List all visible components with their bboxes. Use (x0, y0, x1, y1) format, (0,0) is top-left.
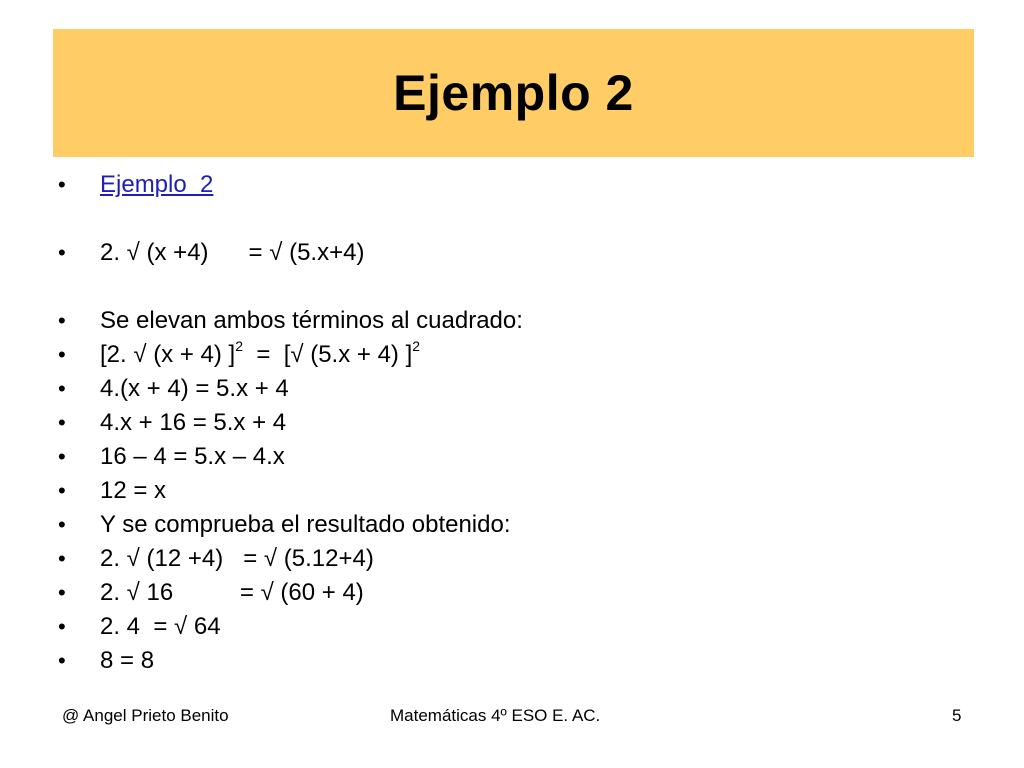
footer-author: @ Angel Prieto Benito (62, 706, 229, 725)
exponent: 2 (235, 338, 244, 354)
equation-right: = [√ (5.x + 4) ] (243, 341, 413, 368)
equation-text: 16 – 4 = 5.x – 4.x (100, 443, 285, 470)
bullet-item (58, 644, 958, 678)
bullet-list (58, 168, 958, 678)
bullet-item[interactable] (58, 168, 958, 202)
bullet-dot: • (58, 478, 66, 503)
equation-text: 2. √ (12 +4) = √ (5.12+4) (100, 545, 374, 572)
title-bar (53, 29, 974, 157)
bullet-item (58, 508, 958, 542)
equation-left: [2. √ (x + 4) ] (100, 341, 236, 368)
bullet-dot: • (58, 648, 66, 673)
bullet-dot: • (58, 444, 66, 469)
bullet-item (58, 338, 958, 372)
bullet-dot: • (58, 410, 66, 435)
bullet-dot: • (58, 308, 66, 333)
equation-text: 2. √ (x +4) = √ (5.x+4) (100, 239, 365, 266)
spacer (58, 202, 958, 236)
equation-text: 12 = x (100, 477, 167, 504)
bullet-item (58, 542, 958, 576)
equation-text: 4.(x + 4) = 5.x + 4 (100, 375, 289, 402)
equation-text: 2. 4 = √ 64 (100, 613, 221, 640)
bullet-dot: • (58, 580, 66, 605)
bullet-item (58, 304, 958, 338)
bullet-dot: • (58, 172, 66, 197)
exponent: 2 (412, 338, 421, 354)
equation-text: 8 = 8 (100, 647, 155, 674)
step-text: Y se comprueba el resultado obtenido: (100, 511, 511, 538)
bullet-item (58, 576, 958, 610)
equation-text: 4.x + 16 = 5.x + 4 (100, 409, 287, 436)
bullet-dot: • (58, 342, 66, 367)
equation-text (100, 338, 420, 372)
bullet-dot: • (58, 614, 66, 639)
footer-course: Matemáticas 4º ESO E. AC. (390, 706, 601, 725)
spacer (58, 270, 958, 304)
example-link[interactable]: Ejemplo 2 (100, 171, 214, 198)
slide-title: Ejemplo 2 (393, 65, 634, 121)
bullet-item (58, 372, 958, 406)
step-text: Se elevan ambos términos al cuadrado: (100, 307, 523, 334)
bullet-dot: • (58, 240, 66, 265)
bullet-item (58, 474, 958, 508)
bullet-item (58, 610, 958, 644)
equation-text: 2. √ 16 = √ (60 + 4) (100, 579, 364, 606)
bullet-item (58, 406, 958, 440)
footer-page-number: 5 (952, 706, 962, 725)
bullet-dot: • (58, 512, 66, 537)
bullet-dot: • (58, 546, 66, 571)
bullet-item (58, 236, 958, 270)
bullet-item (58, 440, 958, 474)
bullet-dot: • (58, 376, 66, 401)
